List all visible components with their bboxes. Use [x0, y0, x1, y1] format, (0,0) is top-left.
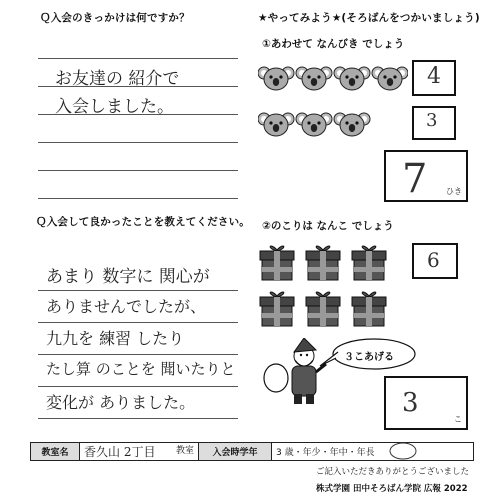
grade-options: 3 歳・年少・年中・年長 [272, 443, 474, 461]
koala-icon [258, 67, 294, 90]
answer-line [38, 354, 238, 355]
answer-2-line-2: ありませんでしたが、 [46, 297, 207, 316]
answer-2-line-4: たし算 のことを 聞いたりと [46, 360, 236, 378]
answer-line [38, 418, 238, 419]
koala-icon [334, 113, 370, 136]
remain-value: 3 [402, 388, 419, 418]
answer-value: 6 [427, 248, 440, 272]
gift-icon [260, 292, 294, 326]
speech-text: ３こあげる [344, 352, 394, 363]
koala-icon [372, 67, 408, 90]
koala-icon [296, 113, 332, 136]
thanks-text: ご記入いただきありがとうございました [316, 467, 470, 477]
gift-icon [352, 292, 386, 326]
unit-label: ひき [446, 187, 462, 196]
total-value: 7 [402, 156, 428, 202]
koala-row-2 [258, 108, 378, 140]
publisher-text: 株式学園 田中そろばん学院 広報 2022 [316, 484, 468, 494]
gift-icon [306, 292, 340, 326]
answer-2-line-5: 変化が ありました。 [46, 393, 196, 412]
answer-value: 3 [426, 110, 438, 131]
class-name-handwritten: 香久山 2丁目 [84, 445, 156, 459]
answer-1-line-1: お友達の 紹介で [55, 69, 180, 89]
question-2: Ｑ入会して良かったことを教えてください。 [36, 216, 250, 228]
grade-label: 入会時学年 [199, 443, 272, 461]
answer-2-line-1: あまり 数字に 関心が [46, 267, 210, 287]
answer-2-line-3: 九九を 練習 したり [46, 329, 185, 348]
answer-line [38, 386, 238, 387]
answer-value: 4 [427, 64, 441, 89]
activity-title: ★やってみよう★(そろばんをつかいましょう) [258, 12, 480, 24]
gift-icon [352, 246, 386, 280]
koala-icon [296, 67, 332, 90]
answer-box-6 [412, 243, 458, 279]
section-2-title: ②のこりは なんこ でしょう [262, 220, 394, 232]
answer-line [38, 322, 238, 323]
total-box [384, 150, 468, 202]
class-name-label: 教室名 [31, 443, 80, 461]
gift-grid [258, 240, 398, 332]
gift-icon [260, 246, 294, 280]
answer-line [38, 142, 238, 143]
class-suffix: 教室 [175, 446, 194, 456]
remain-box [384, 376, 468, 430]
answer-box-3 [412, 106, 456, 140]
unit-label: こ [454, 415, 462, 424]
section-1-title: ①あわせて なんびき でしょう [262, 38, 405, 50]
koala-row-1 [258, 62, 408, 94]
koala-icon [334, 67, 370, 90]
answer-line [38, 170, 238, 171]
gift-icon [306, 246, 340, 280]
answer-line [38, 58, 238, 59]
answer-1-line-2: 入会しました。 [55, 97, 174, 117]
answer-line [38, 290, 238, 291]
selected-grade-circle [388, 441, 418, 461]
koala-icon [258, 113, 294, 136]
answer-line [38, 198, 238, 199]
answer-box-4 [412, 60, 456, 96]
class-name-value [80, 443, 199, 461]
question-1: Ｑ入会のきっかけは何ですか？ [40, 12, 190, 24]
